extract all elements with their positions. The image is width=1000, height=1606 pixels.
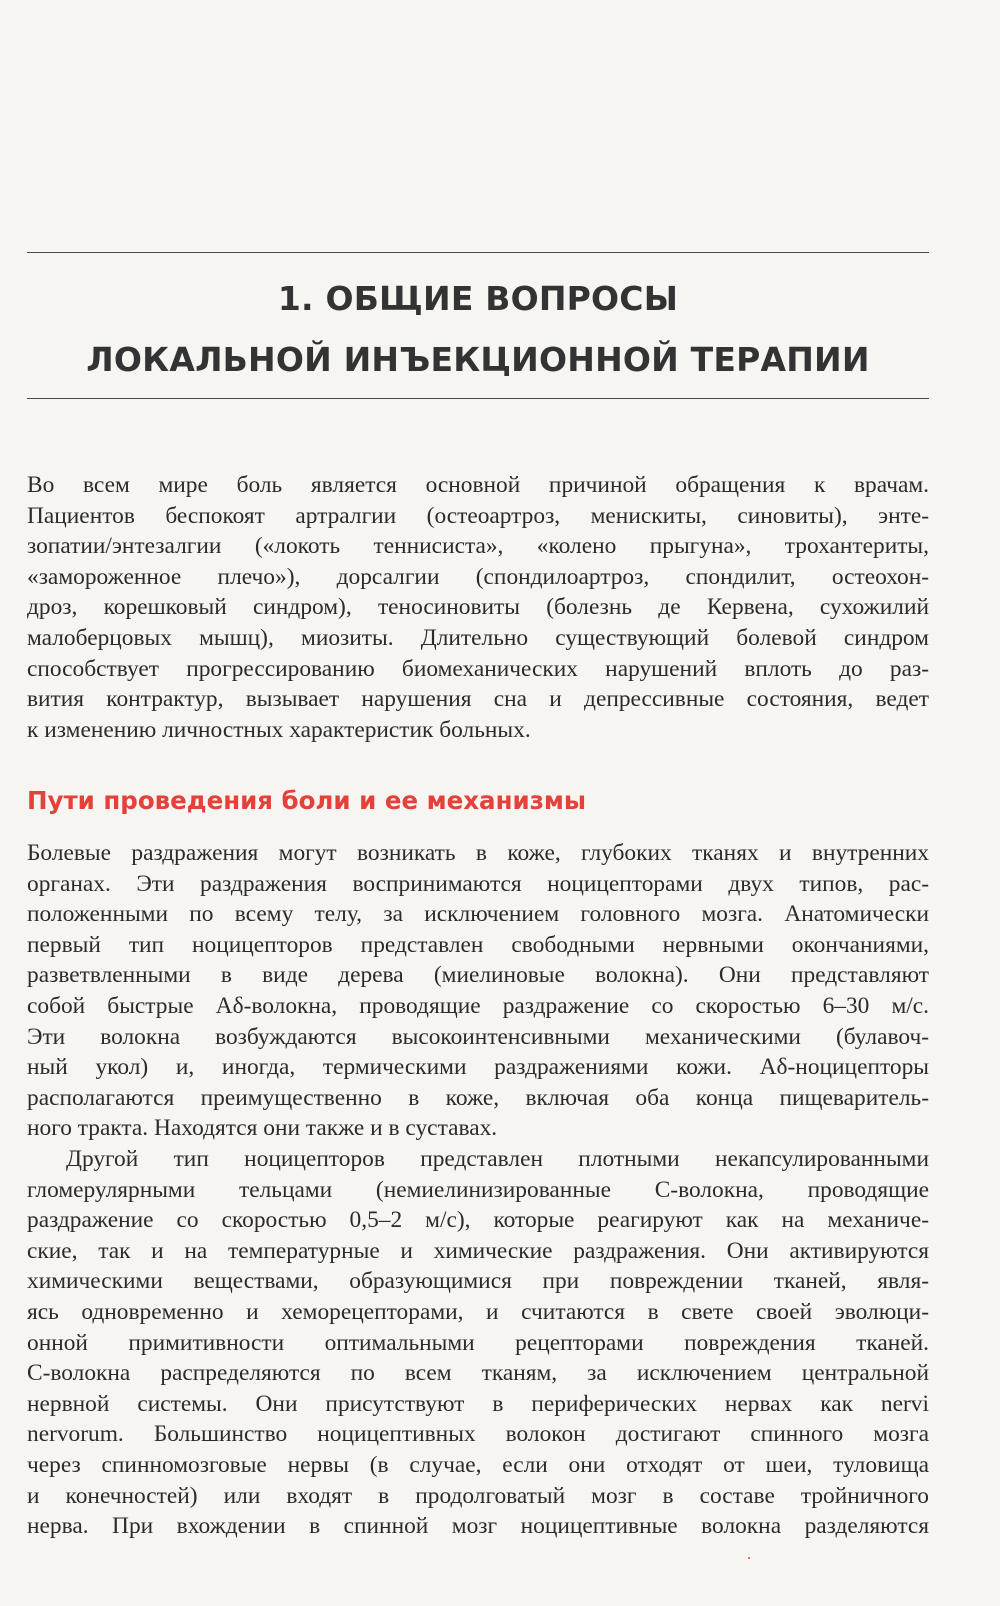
text-line: ный укол) и, иногда, термическими раздражениями кожи. Аδ-ноцицепторы — [27, 1054, 929, 1081]
intro-paragraph — [27, 470, 929, 745]
text-line: Эти волокна возбуждаются высокоинтенсивными механическими (булавоч- — [27, 1023, 929, 1050]
section-heading: Пути проведения боли и ее механизмы — [27, 786, 587, 815]
text-line: нерва. При вхождении в спинной мозг ноцицептивные волокна разделяются — [27, 1513, 929, 1540]
text-line: малоберцовых мышц), миозиты. Длительно существующий болевой синдром — [27, 624, 929, 651]
text-line: дроз, корешковый синдром), теносиновиты (болезнь де Кервена, сухожилий — [27, 594, 929, 621]
text-line: онной примитивности оптимальными рецепторами повреждения тканей. — [27, 1329, 929, 1356]
text-line: Во всем мире боль является основной причиной обращения к врачам. — [27, 472, 929, 498]
chapter-title-line-1: 1. ОБЩИЕ ВОПРОСЫ — [277, 279, 679, 318]
text-line: «замороженное плечо»), дорсалгии (спондилоартроз, спондилит, остеохон- — [27, 563, 929, 590]
text-line: ские, так и на температурные и химические раздражения. Они активируются — [27, 1237, 929, 1264]
text-line: положенными по всему телу, за исключением головного мозга. Анатомически — [27, 901, 929, 928]
chapter-title-line-2: ЛОКАЛЬНОЙ ИНЪЕКЦИОННОЙ ТЕРАПИИ — [86, 340, 870, 379]
body-paragraph-1 — [27, 838, 929, 1144]
text-line: разветвленными в виде дерева (миелиновые волокна). Они представляют — [27, 962, 929, 989]
text-line: ного тракта. Находятся они также и в суставах. — [27, 1115, 498, 1142]
text-line: способствует прогрессированию биомеханических нарушений вплоть до раз- — [27, 655, 929, 682]
body-paragraph-2 — [27, 1144, 929, 1542]
text-line: химическими веществами, образующимися при повреждении тканей, явля- — [27, 1268, 929, 1295]
title-top-rule — [27, 252, 929, 253]
text-line: первый тип ноцицепторов представлен свободными нервными окончаниями, — [27, 931, 929, 958]
text-line: Другой тип ноцицепторов представлен плотными некапсулированными — [66, 1146, 929, 1172]
text-line: Болевые раздражения могут возникать в коже, глубоких тканях и внутренних — [27, 840, 929, 866]
text-line: через спинномозговые нервы (в случае, если они отходят от шеи, туловища — [27, 1451, 929, 1478]
text-line: раздражение со скоростью 0,5–2 м/с), которые реагируют как на механиче- — [27, 1207, 929, 1234]
text-line: и конечностей) или входят в продолговатый мозг в составе тройничного — [27, 1482, 929, 1509]
text-line: С-волокна распределяются по всем тканям, за исключением центральной — [27, 1360, 929, 1387]
text-line: вития контрактур, вызывает нарушения сна и депрессивные состояния, ведет — [27, 686, 929, 713]
title-bottom-rule — [27, 398, 929, 399]
text-line: Пациентов беспокоят артралгии (остеоартроз, менискиты, синовиты), энте- — [27, 502, 929, 529]
text-line: к изменению личностных характеристик больных. — [27, 716, 531, 743]
text-line: ясь одновременно и хеморецепторами, и считаются в свете своей эволюци- — [27, 1298, 929, 1325]
text-line: нервной системы. Они присутствуют в периферических нервах как nervi — [27, 1390, 929, 1417]
text-line: органах. Эти раздражения воспринимаются ноцицепторами двух типов, рас- — [27, 870, 929, 897]
chapter-title — [27, 268, 929, 390]
text-line: гломерулярными тельцами (немиелинизированные С-волокна, проводящие — [27, 1176, 929, 1203]
print-speck — [748, 1557, 750, 1559]
text-line: собой быстрые Аδ-волокна, проводящие раздражение со скоростью 6–30 м/с. — [27, 992, 929, 1019]
text-line: зопатии/энтезалгии («локоть теннисиста», «колено прыгуна», трохантериты, — [27, 533, 929, 560]
text-line: nervorum. Большинство ноцицептивных волокон достигают спинного мозга — [27, 1421, 929, 1448]
text-line: располагаются преимущественно в коже, включая оба конца пищеваритель- — [27, 1084, 929, 1111]
